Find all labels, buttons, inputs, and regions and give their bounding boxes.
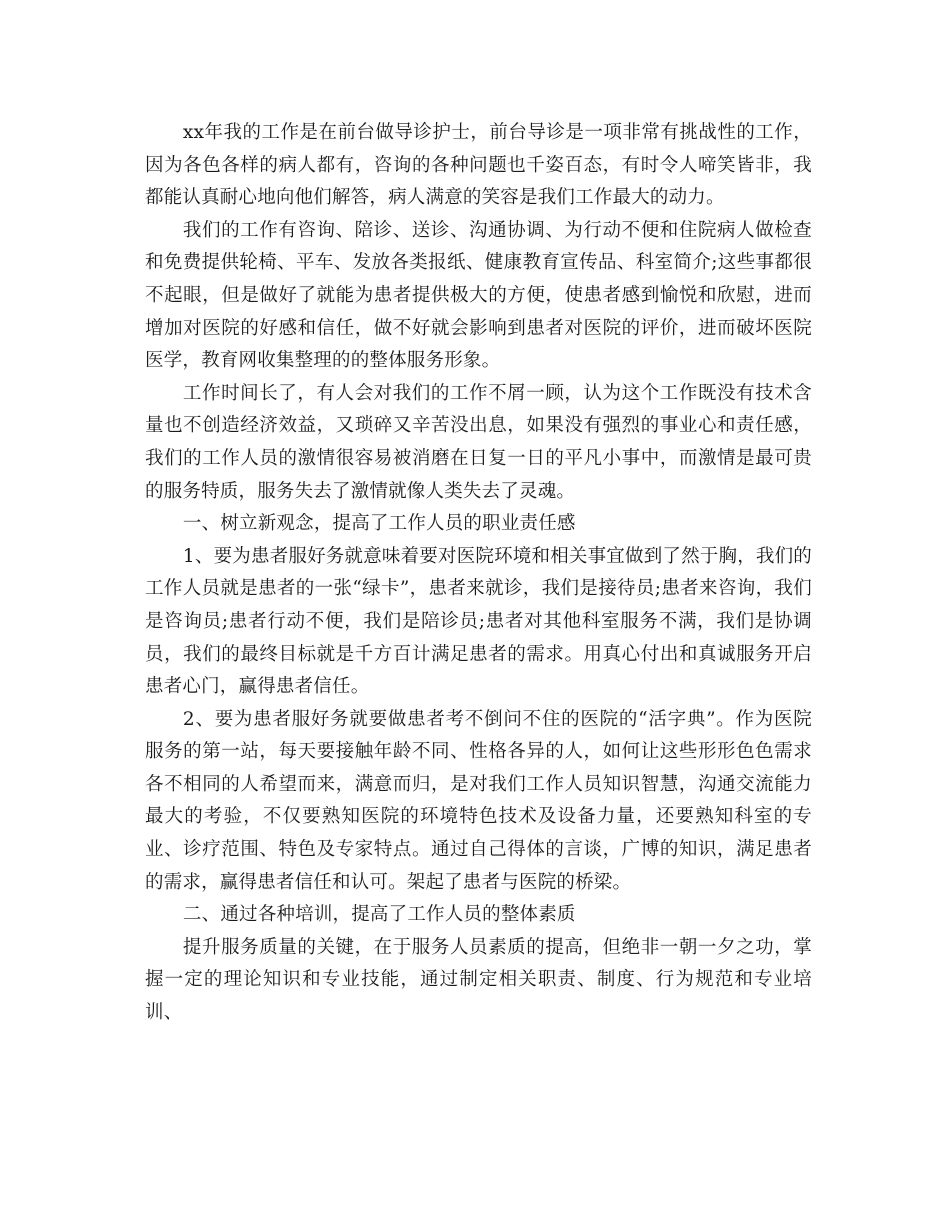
section-heading-2: 二、通过各种培训，提高了工作人员的整体素质: [182, 904, 576, 926]
paragraph-duties: 我们的工作有咨询、陪诊、送诊、沟通协调、为行动不便和住院病人做检查和免费提供轮椅、平车、发放各类报纸、健康教育宣传品、科室简介;这些事都很不起眼，但是做好了就能为患者提供极大的方便，使患者感到愉悦和欣慰，进而增加对医院的好感和信任，做不好就会影响到患者对医院的评价，进而破坏医院医学，教育网收集整理的的整体服务形象。: [145, 219, 812, 372]
paragraph-passion: 工作时间长了，有人会对我们的工作不屑一顾，认为这个工作既没有技术含量也不创造经济效益，又琐碎又辛苦没出息，如果没有强烈的事业心和责任感，我们的工作人员的激情很容易被消磨在日复一日的平凡小事中，而激情是最可贵的服务特质，服务失去了激情就像人类失去了灵魂。: [145, 382, 812, 502]
paragraph-training: 提升服务质量的关键，在于服务人员素质的提高，但绝非一朝一夕之功，掌握一定的理论知识和专业技能，通过制定相关职责、制度、行为规范和专业培训、: [145, 936, 812, 1024]
document-body: [145, 117, 812, 1030]
paragraph-item-2: 2、要为患者服好务就要做患者考不倒问不住的医院的“活字典”。作为医院服务的第一站，每天要接触年龄不同、性格各异的人，如何让这些形形色色需求各不相同的人希望而来，满意而归，是对我们工作人员知识智慧，沟通交流能力最大的考验，不仅要熟知医院的环境特色技术及设备力量，还要熟知科室的专业、诊疗范围、特色及专家特点。通过自己得体的言谈，广博的知识，满足患者的需求，赢得患者信任和认可。架起了患者与医院的桥梁。: [145, 708, 812, 893]
paragraph-intro: xx年我的工作是在前台做导诊护士，前台导诊是一项非常有挑战性的工作，因为各色各样的病人都有，咨询的各种问题也千姿百态，有时令人啼笑皆非，我都能认真耐心地向他们解答，病人满意的笑容是我们工作最大的动力。: [145, 122, 812, 209]
paragraph-item-1: 1、要为患者服好务就意味着要对医院环境和相关事宜做到了然于胸，我们的工作人员就是患者的一张“绿卡”，患者来就诊，我们是接待员;患者来咨询，我们是咨询员;患者行动不便，我们是陪诊员;患者对其他科室服务不满，我们是协调员，我们的最终目标就是千方百计满足患者的需求。用真心付出和真诚服务开启患者心门，赢得患者信任。: [145, 545, 812, 698]
section-heading-1: 一、树立新观念，提高了工作人员的职业责任感: [182, 513, 576, 535]
